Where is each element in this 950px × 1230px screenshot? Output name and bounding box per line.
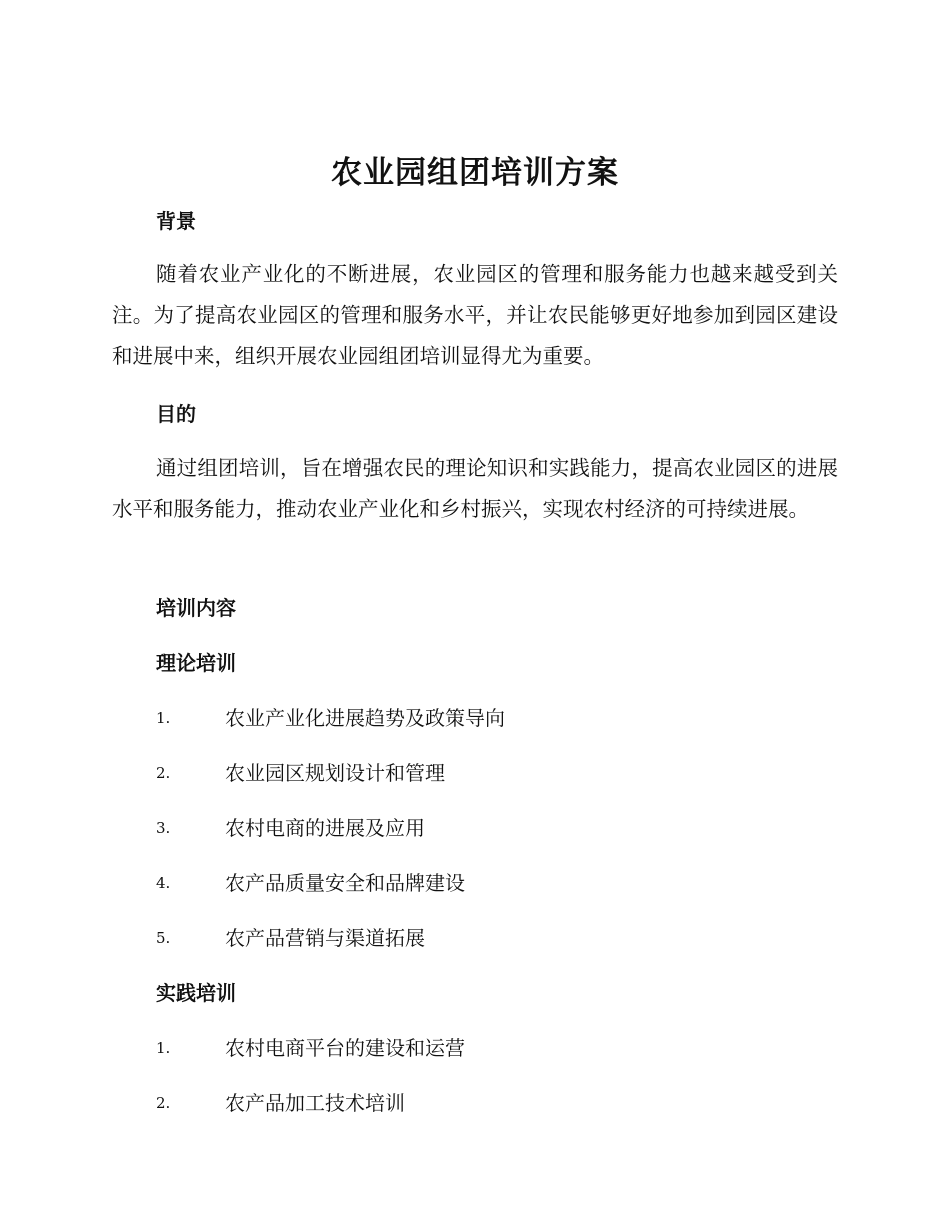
section-heading-purpose: 目的 — [156, 402, 196, 426]
list-item — [156, 868, 836, 898]
list-item-text: 农产品加工技术培训 — [225, 1091, 405, 1115]
background-paragraph: 随着农业产业化的不断进展，农业园区的管理和服务能力也越来越受到关注。为了提高农业园区的管理和服务水平，并让农民能够更好地参加到园区建设和进展中来，组织开展农业园组团培训显得尤为重要。 — [112, 262, 838, 368]
list-item-text: 农业产业化进展趋势及政策导向 — [225, 706, 505, 730]
list-number: 1. — [156, 1039, 171, 1057]
list-item — [156, 758, 836, 788]
list-item — [156, 1088, 836, 1118]
list-number: 1. — [156, 709, 171, 727]
list-item — [156, 1033, 836, 1063]
list-number: 4. — [156, 874, 171, 892]
subsection-heading-practice: 实践培训 — [156, 981, 236, 1005]
list-item-text: 农产品营销与渠道拓展 — [225, 926, 425, 950]
section-heading-training-content: 培训内容 — [156, 596, 236, 620]
list-item-text: 农产品质量安全和品牌建设 — [225, 871, 465, 895]
list-item — [156, 703, 836, 733]
purpose-paragraph: 通过组团培训，旨在增强农民的理论知识和实践能力，提高农业园区的进展水平和服务能力，推动农业产业化和乡村振兴，实现农村经济的可持续进展。 — [112, 456, 838, 521]
list-item-text: 农村电商平台的建设和运营 — [225, 1036, 465, 1060]
list-item — [156, 923, 836, 953]
list-item-text: 农业园区规划设计和管理 — [225, 761, 445, 785]
list-number: 3. — [156, 819, 171, 837]
list-number: 2. — [156, 1094, 171, 1112]
subsection-heading-theory: 理论培训 — [156, 651, 236, 675]
list-number: 2. — [156, 764, 171, 782]
list-item — [156, 813, 836, 843]
document-title: 农业园组团培训方案 — [331, 155, 619, 191]
section-heading-background: 背景 — [156, 209, 196, 233]
list-number: 5. — [156, 929, 171, 947]
list-item-text: 农村电商的进展及应用 — [225, 816, 425, 840]
